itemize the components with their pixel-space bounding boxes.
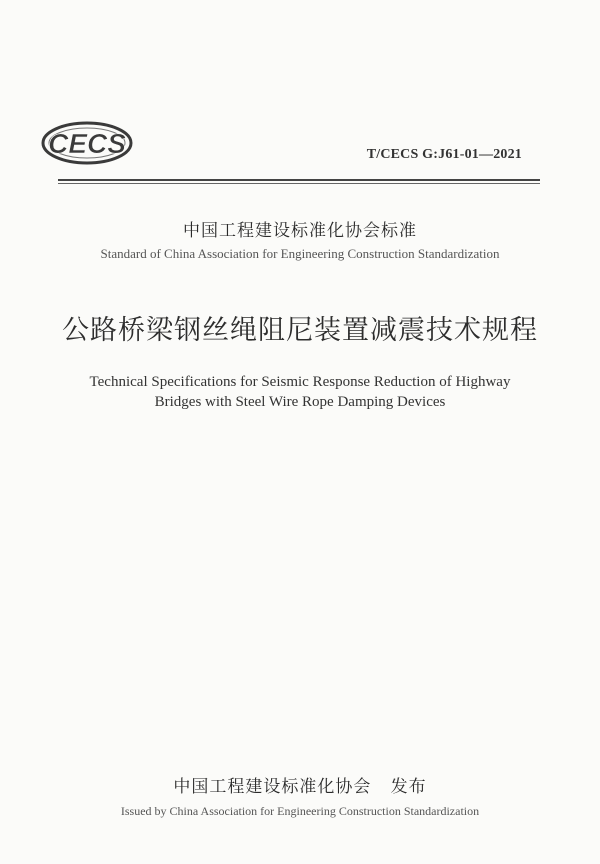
- document-title-en-line2: Bridges with Steel Wire Rope Damping Devices: [154, 394, 446, 410]
- organization-name-cn: 中国工程建设标准化协会标准: [183, 221, 417, 241]
- issuer-en: Issued by China Association for Engineering Construction Standardization: [120, 804, 480, 818]
- standard-number: T/CECS G:J61-01—2021: [366, 147, 522, 162]
- document-title-en-line1: Technical Specifications for Seismic Response Reduction of Highway: [89, 374, 511, 390]
- header-rule-thin: [58, 183, 540, 184]
- document-title-en: [0, 372, 600, 412]
- document-title-cn: 公路桥梁钢丝绳阻尼装置减震技术规程: [62, 315, 538, 346]
- issuer-cn: 中国工程建设标准化协会 发布: [173, 777, 427, 797]
- logo-text: CECS: [48, 128, 126, 159]
- cecs-logo: [40, 118, 135, 168]
- organization-name-en: Standard of China Association for Engineering Construction Standardization: [100, 246, 500, 261]
- header-rule-thick: [58, 179, 540, 181]
